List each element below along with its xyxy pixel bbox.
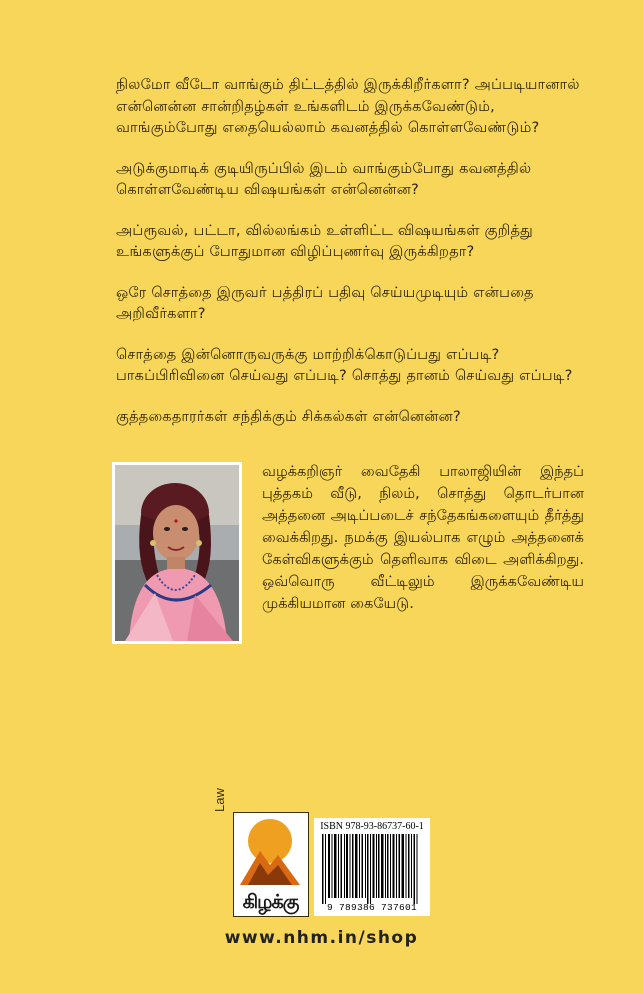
category-label: Law <box>212 788 227 812</box>
publisher-logo <box>233 812 309 917</box>
book-blurb: வழக்கறிஞர் வைதேகி பாலாஜியின் இந்தப் புத்தகம் வீடு, நிலம், சொத்து தொடர்பான அத்தனை அடிப்படைச் சந்தேகங்களையும் தீர்த்து வைக்கிறது. நமக்கு இயல்பாக எழும் அத்தனைக் கேள்விகளுக்கும் தெளிவாக விடை அளிக்கிறது. ஒவ்வொரு வீட்டிலும் இருக்கவேண்டிய முக்கியமான கையேடு. <box>262 463 584 612</box>
question-paragraph: நிலமோ வீடோ வாங்கும் திட்டத்தில் இருக்கிறீர்களா? அப்படியானால் என்னென்ன சான்றிதழ்கள் உங்களிடம் இருக்கவேண்டும், வாங்கும்போது எதையெல்லாம் கவனத்தில் கொள்ளவேண்டும்? <box>116 76 580 136</box>
question-paragraph: ஒரே சொத்தை இருவர் பத்திரப் பதிவு செய்யமுடியும் என்பதை அறிவீர்களா? <box>116 283 534 322</box>
shop-url: www.nhm.in/shop <box>224 928 419 948</box>
sun-mountain-icon <box>234 813 307 893</box>
isbn-barcode <box>314 818 430 916</box>
author-photo <box>112 462 242 644</box>
question-paragraph: அடுக்குமாடிக் குடியிருப்பில் இடம் வாங்கும்போது கவனத்தில் கொள்ளவேண்டிய விஷயங்கள் என்னென்ன? <box>116 159 532 198</box>
isbn-label: ISBN 978-93-86737-60-1 <box>320 821 424 832</box>
question-paragraph: அப்ரூவல், பட்டா, வில்லங்கம் உள்ளிட்ட விஷயங்கள் குறித்து உங்களுக்குப் போதுமான விழிப்புணர்வு இருக்கிறதா? <box>116 221 534 260</box>
barcode-number: 9 789386 737601 <box>326 902 417 913</box>
back-cover-questions <box>116 74 586 446</box>
question-paragraph: குத்தகைதாரர்கள் சந்திக்கும் சிக்கல்கள் என்னென்ன? <box>116 407 461 425</box>
question-paragraph: சொத்தை இன்னொருவருக்கு மாற்றிக்கொடுப்பது எப்படி? பாகப்பிரிவினை செய்வது எப்படி? சொத்து தானம் செய்வது எப்படி? <box>116 345 573 384</box>
publisher-name: கிழக்கு <box>242 891 299 913</box>
